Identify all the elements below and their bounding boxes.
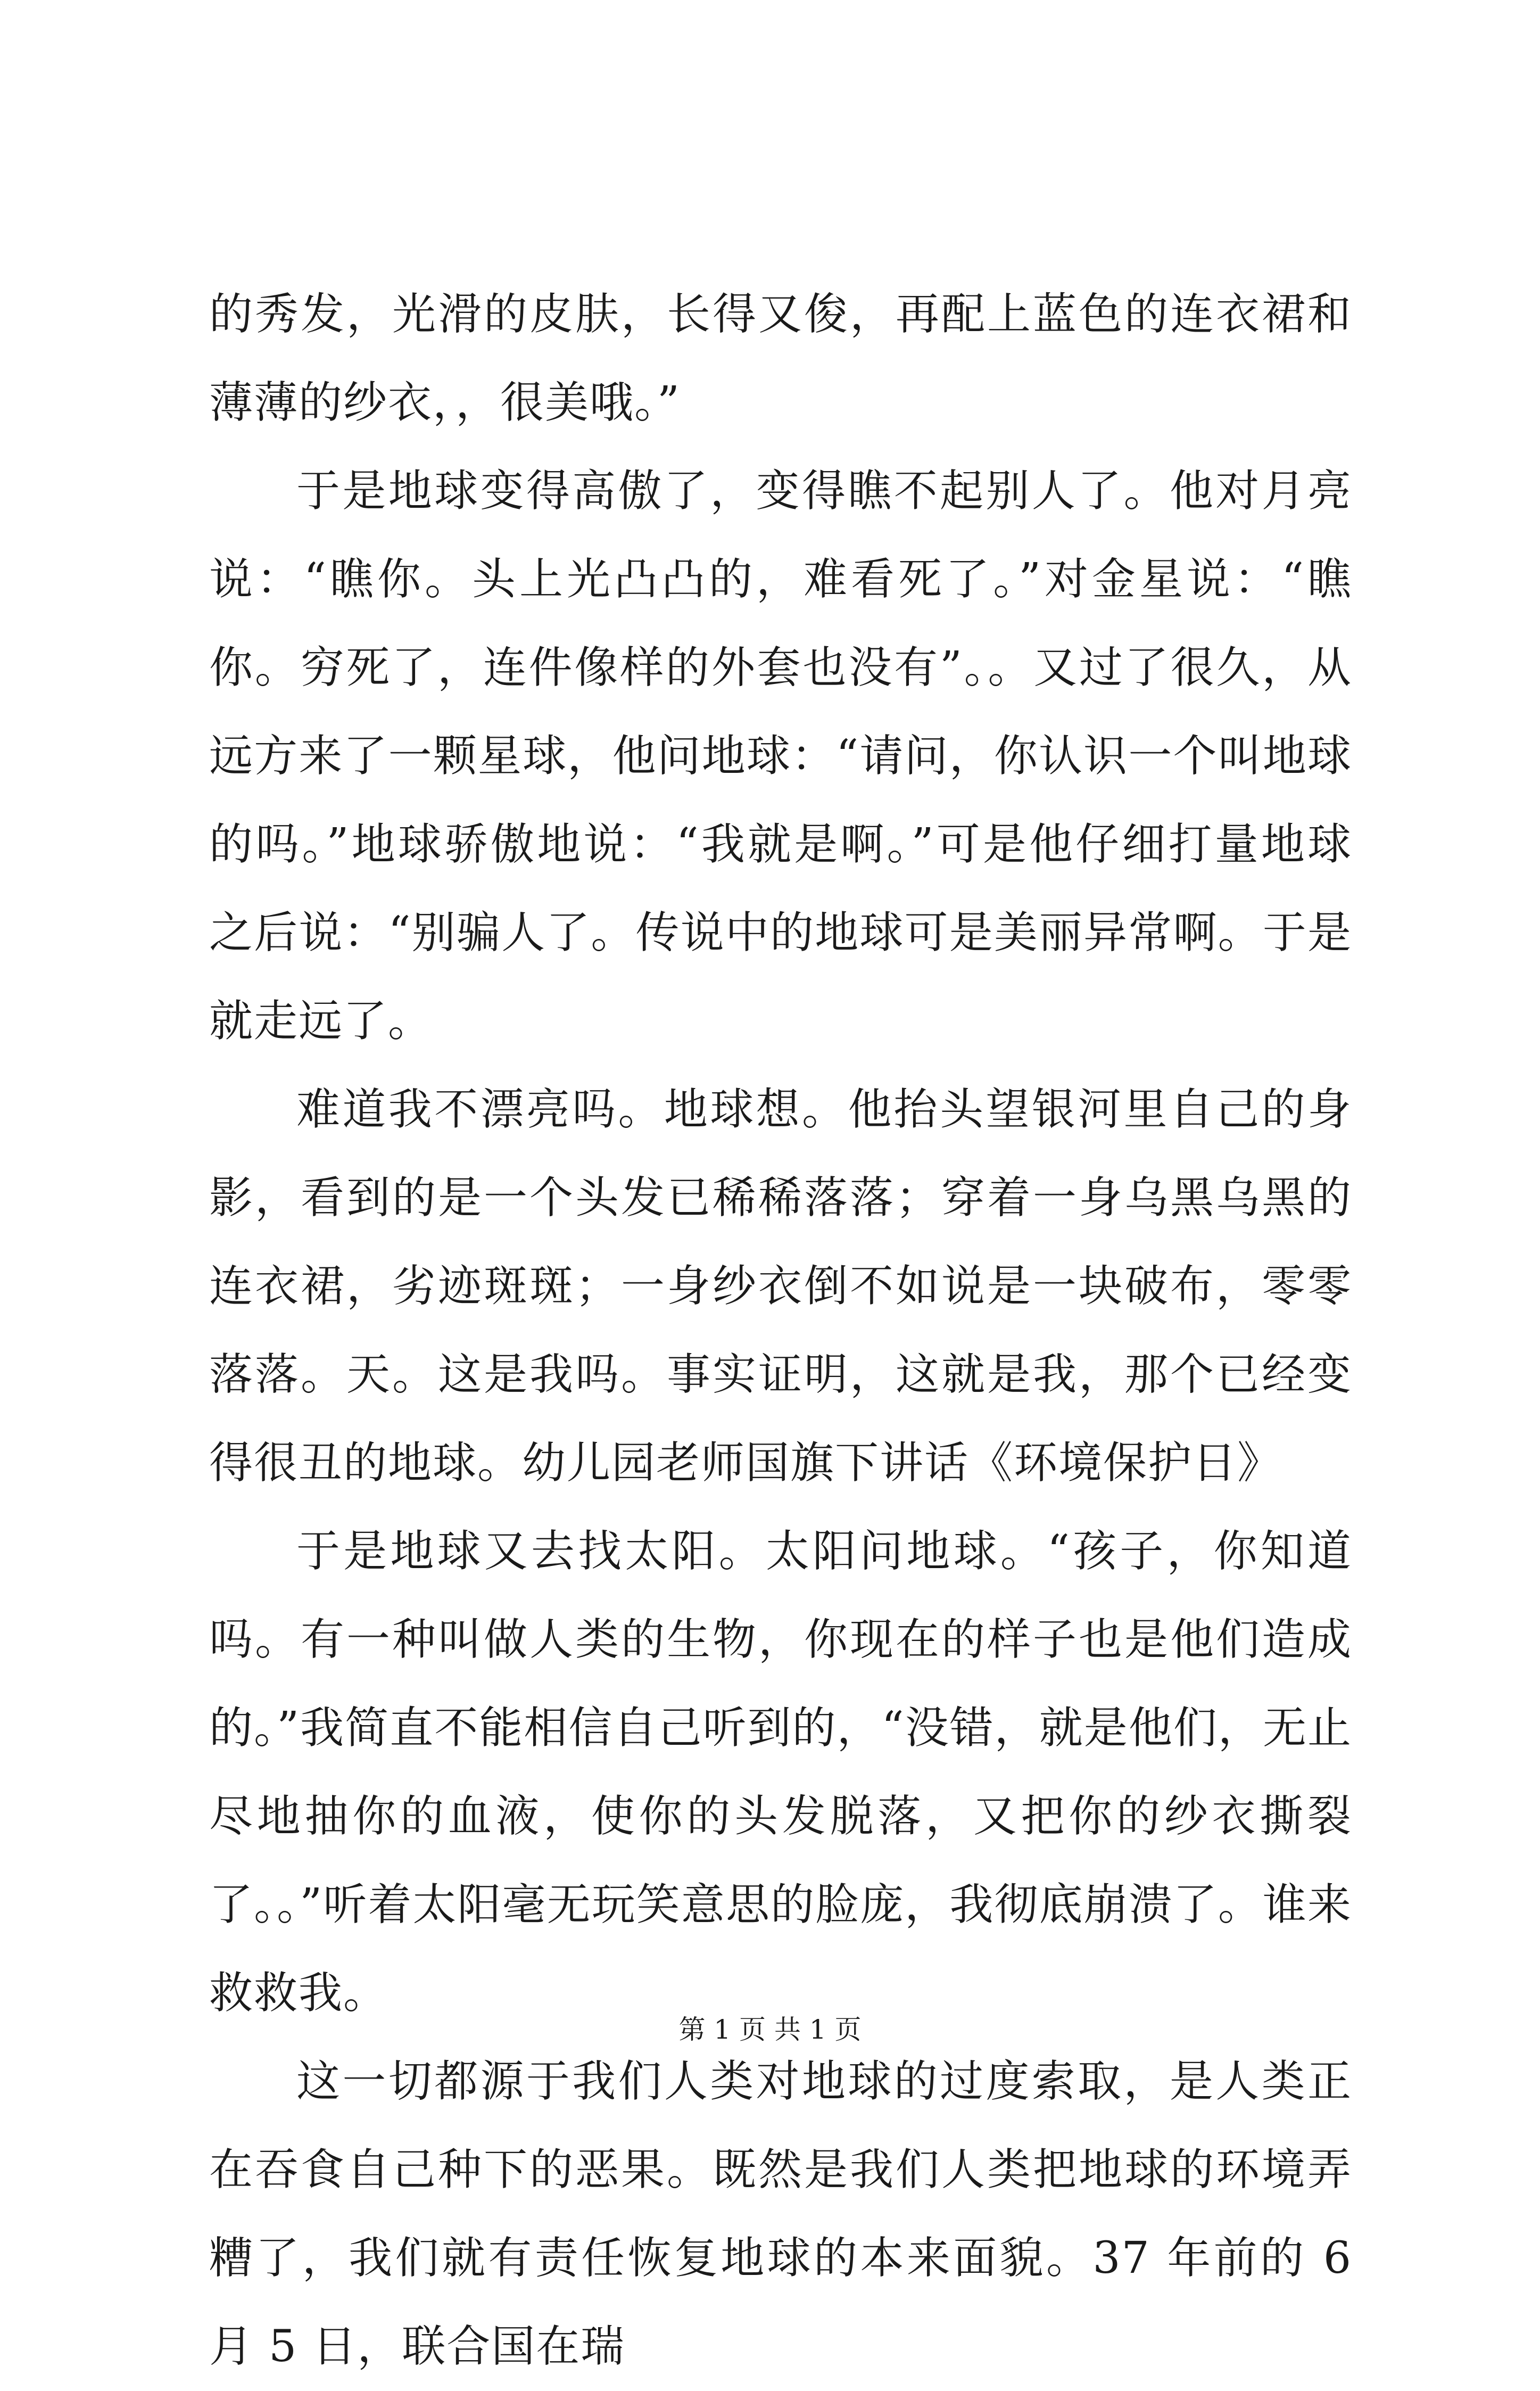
paragraph-5: 这一切都源于我们人类对地球的过度索取，是人类正在吞食自己种下的恶果。既然是我们人类把地球的环境弄糟了，我们就有责任恢复地球的本来面貌。37 年前的 6 月 5 日，联合国在瑞: [209, 2056, 1352, 2372]
page-footer: 第 1 页 共 1 页: [678, 2014, 862, 2045]
paragraph-2: 于是地球变得高傲了，变得瞧不起别人了。他对月亮说：“瞧你。头上光凸凸的，难看死了。”对金星说：“瞧你。穷死了，连件像样的外套也没有”。。又过了很久，从远方来了一颗星球，他问地球：“请问，你认识一个叫地球的吗。”地球骄傲地说：“我就是啊。”可是他仔细打量地球之后说：“别骗人了。传说中的地球可是美丽异常啊。于是就走远了。: [209, 466, 1352, 1046]
paragraph-3: 难道我不漂亮吗。地球想。他抬头望银河里自己的身影，看到的是一个头发已稀稀落落；穿着一身乌黑乌黑的连衣裙，劣迹斑斑；一身纱衣倒不如说是一块破布，零零落落。天。这是我吗。事实证明，这就是我，那个已经变得很丑的地球。幼儿园老师国旗下讲话《环境保护日》: [209, 1084, 1352, 1488]
paragraph-4: 于是地球又去找太阳。太阳问地球。“孩子，你知道吗。有一种叫做人类的生物，你现在的样子也是他们造成的。”我简直不能相信自己听到的，“没错，就是他们，无止尽地抽你的血液，使你的头发脱落，又把你的纱衣撕裂了。。”听着太阳毫无玩笑意思的脸庞，我彻底崩溃了。谁来救救我。: [209, 1526, 1352, 2018]
document-body: [209, 270, 1352, 2391]
paragraph-1: 的秀发，光滑的皮肤，长得又俊，再配上蓝色的连衣裙和薄薄的纱衣，，很美哦。”: [209, 289, 1352, 428]
